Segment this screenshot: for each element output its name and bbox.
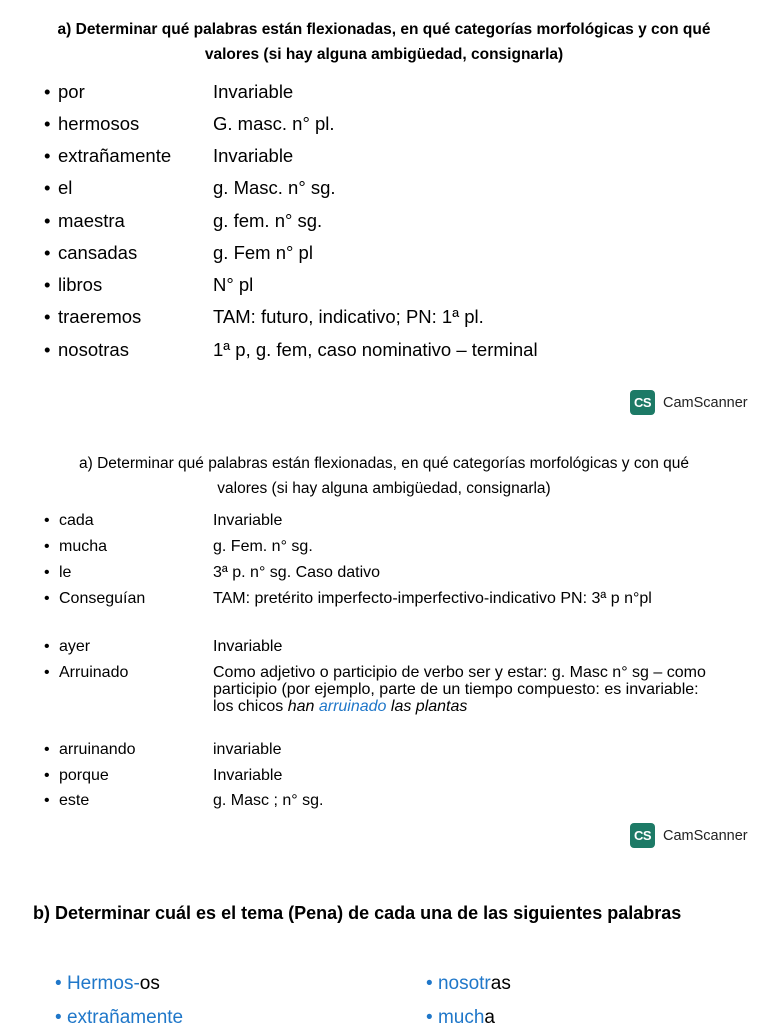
section2-title: a) Determinar qué palabras están flexionadas, en qué categorías morfológicas y con qué valores (si hay alguna ambigüedad, consignarla) [78,455,690,497]
list-item: • cansadas g. Fem n° pl [0,237,768,269]
camscanner-logo [630,823,748,848]
list-item: • Hermos-os [55,973,160,994]
bullet: • [44,81,51,102]
list-item: • hermosos G. masc. n° pl. [0,108,768,140]
list-item: • maestra g. fem. n° sg. [0,205,768,237]
bullet: • [44,538,50,555]
bullet: • [44,177,51,198]
arruinado-link: arruinado [318,698,387,715]
list-item: • extrañamente Invariable [0,140,768,172]
section1-title: a) Determinar qué palabras están flexionadas, en qué categorías morfológicas y con qué valores (si hay alguna ambigüedad, consignarla) [57,21,711,63]
camscanner-logo-icon: CS [630,390,655,415]
bullet: • [44,792,50,809]
bullet: • [44,242,51,263]
list-item: • extrañamente [55,1007,184,1028]
camscanner-logo [630,390,748,415]
camscanner-logo-text: CamScanner [663,394,748,411]
bullet: • [44,564,50,581]
bullet: • [44,274,51,295]
bullet: • [44,210,51,231]
section3-title: b) Determinar cuál es el tema (Pena) de cada una de las siguientes palabras [33,903,682,923]
bullet: • [44,339,51,360]
list-item: • libros N° pl [0,269,768,301]
list-item: • mucha [426,1007,495,1028]
bullet: • [44,638,50,655]
camscanner-logo-text: CamScanner [663,827,748,844]
bullet: • [44,306,51,327]
bullet: • [44,741,50,758]
list-item: • nosotras [426,973,511,994]
bullet: • [44,590,50,607]
bullet: • [44,145,51,166]
bullet: • [44,767,50,784]
list-item: • por Invariable [0,76,768,108]
arruinado-value: Como adjetivo o participio de verbo ser y estar: g. Masc n° sg – como participio (por ejemplo, parte de un tiempo compuesto: es invariable: los chicos han arruinado las plantas [213,664,706,715]
list-item: • el g. Masc. n° sg. [0,172,768,204]
list-item: • nosotras 1ª p, g. fem, caso nominativo – terminal [0,334,768,366]
list-item: • traeremos TAM: futuro, indicativo; PN: 1ª pl. [0,301,768,333]
bullet: • [44,664,50,681]
bullet: • [44,113,51,134]
bullet: • [44,512,50,529]
camscanner-logo-icon: CS [630,823,655,848]
